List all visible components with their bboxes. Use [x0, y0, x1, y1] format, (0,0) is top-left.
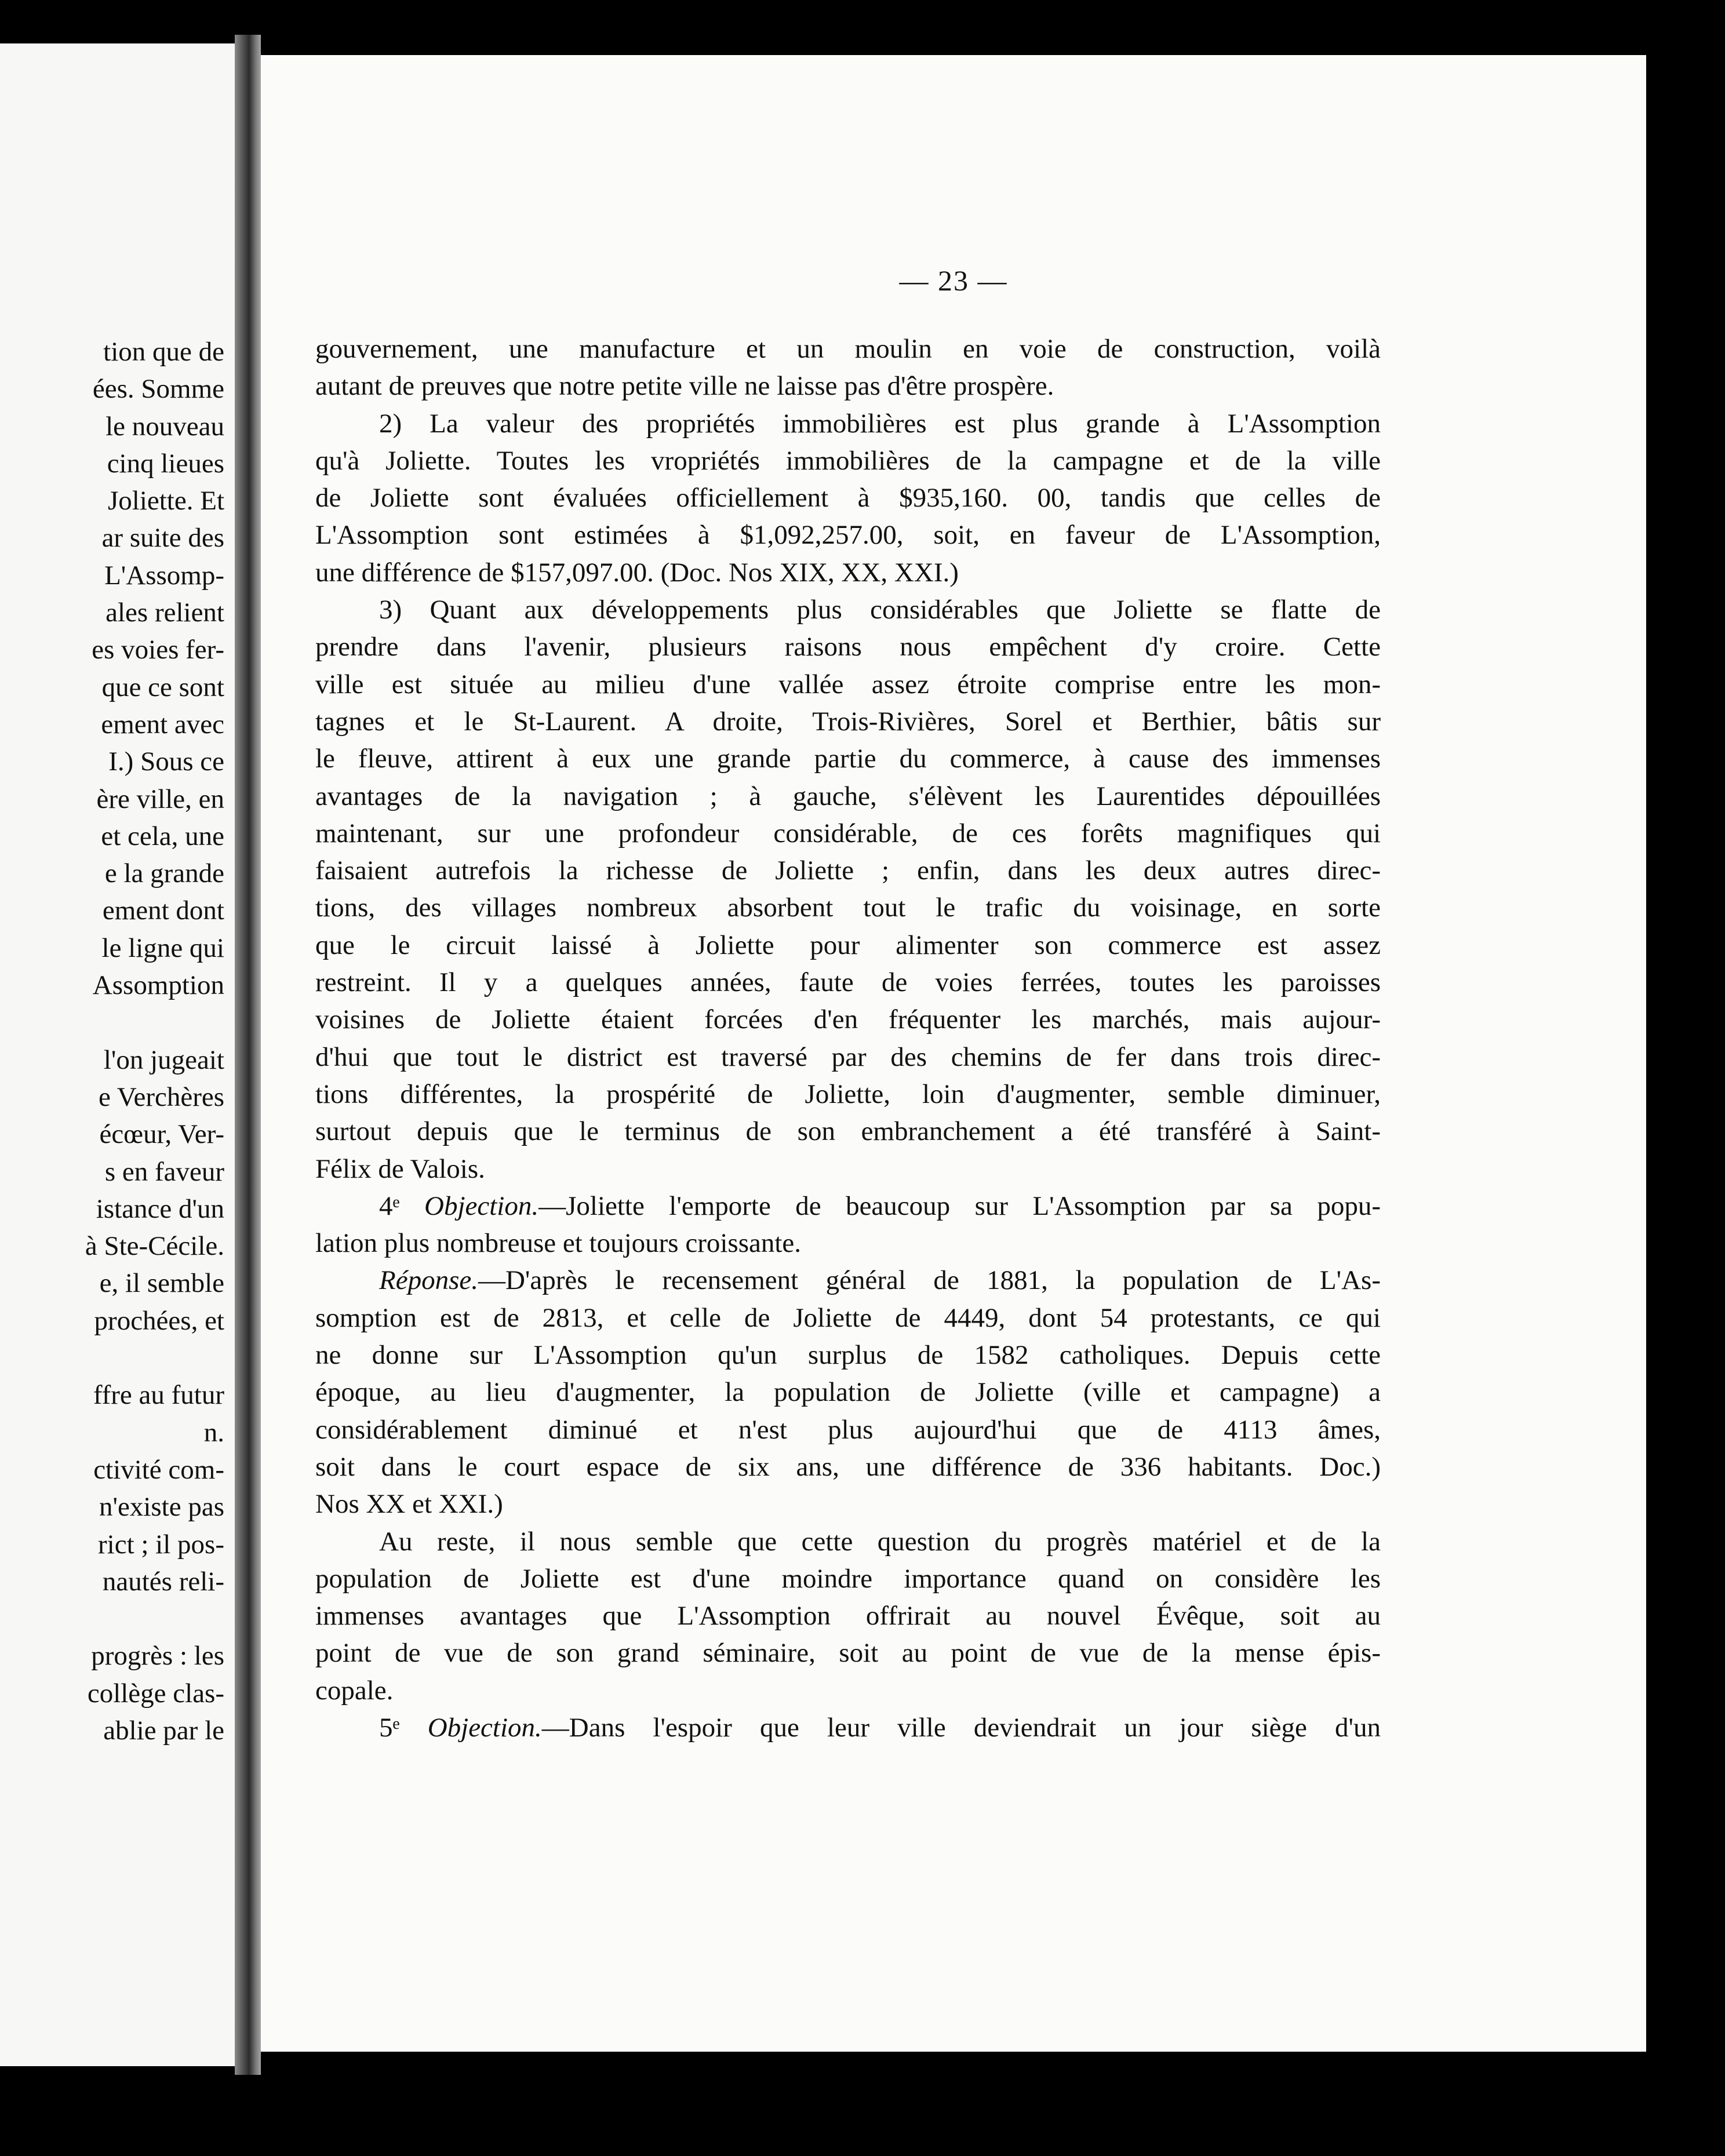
text-line: une différence de $157,097.00. (Doc. Nos XIX, XX, XXI.) [315, 557, 959, 588]
previous-page-line: l'on jugeait [103, 1044, 224, 1075]
text-line: voisines de Joliette étaient forcées d'en fréquenter les marchés, mais aujour- [315, 1004, 1381, 1035]
previous-page-line: ement dont [102, 895, 224, 926]
text-line: L'Assomption sont estimées à $1,092,257.00, soit, en faveur de L'Assomption, [315, 520, 1381, 551]
objection-4-continuation: lation plus nombreuse et toujours croissante. [315, 1228, 802, 1259]
previous-page-line: ffre au futur [93, 1380, 224, 1411]
previous-page-line: Assomption [92, 970, 224, 1001]
objection-4-line [315, 1188, 1381, 1225]
text-line: immenses avantages que L'Assomption offrirait au nouvel Évêque, soit au [315, 1601, 1381, 1631]
previous-page-line: ctivité com- [93, 1454, 224, 1485]
previous-page-line [0, 1339, 224, 1376]
text-line: d'hui que tout le district est traversé par des chemins de fer dans trois direc- [315, 1041, 1381, 1072]
text-line: avantages de la navigation ; à gauche, s'élèvent les Laurentides dépouillées [315, 781, 1381, 811]
text-line: autant de preuves que notre petite ville ne laisse pas d'être prospère. [315, 371, 1054, 402]
previous-page-line: I.) Sous ce [108, 746, 224, 777]
previous-page-line: ement avec [101, 709, 224, 740]
page-body-text [315, 330, 1381, 1746]
text-line: tions, des villages nombreux absorbent tout le trafic du voisinage, en sorte [315, 893, 1381, 923]
previous-page-line: n. [203, 1417, 224, 1448]
previous-page-line: ées. Somme [92, 374, 224, 405]
text-line: prendre dans l'avenir, plusieurs raisons nous empêchent d'y croire. Cette [315, 632, 1381, 662]
text-line: copale. [315, 1675, 394, 1706]
previous-page-line: e Verchères [98, 1081, 224, 1112]
text-line: soit dans le court espace de six ans, une différence de 336 habitants. Doc.) [315, 1451, 1381, 1482]
text-line: Nos XX et XXI.) [315, 1489, 503, 1520]
text-line: considérablement diminué et n'est plus aujourd'hui que de 4113 âmes, [315, 1414, 1381, 1445]
current-page [261, 55, 1646, 2052]
text-line: 2) La valeur des propriétés immobilières est plus grande à L'Assomption [379, 408, 1381, 439]
previous-page-line: tion que de [103, 337, 224, 367]
previous-page-line: que ce sont [101, 672, 224, 702]
previous-page-line [0, 1600, 224, 1637]
text-line: Au reste, il nous semble que cette question du progrès matériel et de la [379, 1526, 1381, 1557]
text-line: de Joliette sont évaluées officiellement à $935,160. 00, tandis que celles de [315, 483, 1381, 513]
previous-page-line: s en faveur [104, 1156, 224, 1187]
response-label: Réponse. [379, 1265, 478, 1296]
objection-5-line [315, 1709, 1381, 1746]
text-line: 3) Quant aux développements plus considérables que Joliette se flatte de [379, 595, 1381, 625]
previous-page-line: e, il semble [99, 1268, 224, 1299]
text-line: tagnes et le St-Laurent. A droite, Trois-Rivières, Sorel et Berthier, bâtis sur [315, 706, 1381, 737]
previous-page-line: istance d'un [96, 1193, 224, 1224]
text-line: population de Joliette est d'une moindre importance quand on considère les [315, 1563, 1381, 1594]
previous-page-line: ar suite des [101, 523, 224, 553]
text-line: tions différentes, la prospérité de Joliette, loin d'augmenter, semble diminuer, [315, 1079, 1381, 1109]
objection-5-text: —Dans l'espoir que leur ville deviendrait un jour siège d'un [541, 1712, 1381, 1743]
previous-page-line: collège clas- [87, 1678, 224, 1709]
previous-page-line: n'existe pas [99, 1492, 224, 1523]
previous-page-line: écœur, Ver- [99, 1119, 224, 1150]
text-line: faisaient autrefois la richesse de Joliette ; enfin, dans les deux autres direc- [315, 855, 1381, 886]
text-line: ne donne sur L'Assomption qu'un surplus de 1582 catholiques. Depuis cette [315, 1340, 1381, 1371]
text-line: restreint. Il y a quelques années, faute de voies ferrées, toutes les paroisses [315, 967, 1381, 998]
text-line: ville est située au milieu d'une vallée assez étroite comprise entre les mon- [315, 669, 1381, 700]
text-line: le fleuve, attirent à eux une grande partie du commerce, à cause des immenses [315, 744, 1381, 774]
closing-paragraph [315, 1523, 1381, 1709]
text-line: gouvernement, une manufacture et un moulin en voie de construction, voilà [315, 334, 1381, 364]
previous-page-line: ablie par le [103, 1715, 224, 1746]
previous-page-line: ales relient [105, 598, 224, 628]
previous-page-line: es voies fer- [92, 635, 224, 665]
text-line: maintenant, sur une profondeur considérable, de ces forêts magnifiques qui [315, 818, 1381, 848]
text-line: surtout depuis que le terminus de son embranchement a été transféré à Saint- [315, 1116, 1381, 1147]
previous-page-line [0, 1004, 224, 1041]
previous-page-line: à Ste-Cécile. [85, 1231, 224, 1262]
previous-page-line: le nouveau [105, 411, 224, 442]
previous-page-line: e la grande [104, 858, 224, 889]
previous-page-line: ère ville, en [96, 784, 224, 814]
page-number: — 23 — [899, 264, 1008, 297]
book-binding-gutter [235, 35, 261, 2075]
objection-4-text: —Joliette l'emporte de beaucoup sur L'Assomption par sa popu- [538, 1190, 1381, 1221]
previous-page-line: progrès : les [91, 1641, 224, 1671]
previous-page-line: le ligne qui [101, 933, 224, 963]
previous-page-line: Joliette. Et [107, 486, 224, 516]
text-line: que le circuit laissé à Joliette pour alimenter son commerce est assez [315, 930, 1381, 960]
text-line: point de vue de son grand séminaire, soit au point de vue de la mense épis- [315, 1638, 1381, 1669]
response-text: —D'après le recensement général de 1881, la population de L'As- [478, 1265, 1381, 1296]
objection-5-label: Objection. [427, 1712, 542, 1743]
objection-5-number: 5ᵉ [379, 1712, 400, 1743]
previous-page-text [0, 333, 224, 1749]
previous-page-line: et cela, une [101, 821, 224, 851]
text-line: époque, au lieu d'augmenter, la population de Joliette (ville et campagne) a [315, 1377, 1381, 1408]
text-line: Félix de Valois. [315, 1153, 485, 1184]
previous-page-line: cinq lieues [107, 448, 224, 479]
text-line: qu'à Joliette. Toutes les vropriétés immobilières de la campagne et de la ville [315, 445, 1381, 476]
previous-page-line: prochées, et [94, 1305, 224, 1336]
response-line [315, 1262, 1381, 1299]
previous-page-line: L'Assomp- [104, 560, 224, 591]
previous-page-line: nautés reli- [102, 1566, 224, 1597]
objection-4-number: 4ᵉ [379, 1190, 400, 1221]
previous-page-fragment [0, 43, 235, 2066]
objection-4-label: Objection. [424, 1190, 539, 1221]
response-paragraph [315, 1299, 1381, 1523]
main-paragraphs [315, 330, 1381, 1188]
previous-page-line: rict ; il pos- [98, 1529, 224, 1560]
text-line: somption est de 2813, et celle de Joliette de 4449, dont 54 protestants, ce qui [315, 1302, 1381, 1333]
